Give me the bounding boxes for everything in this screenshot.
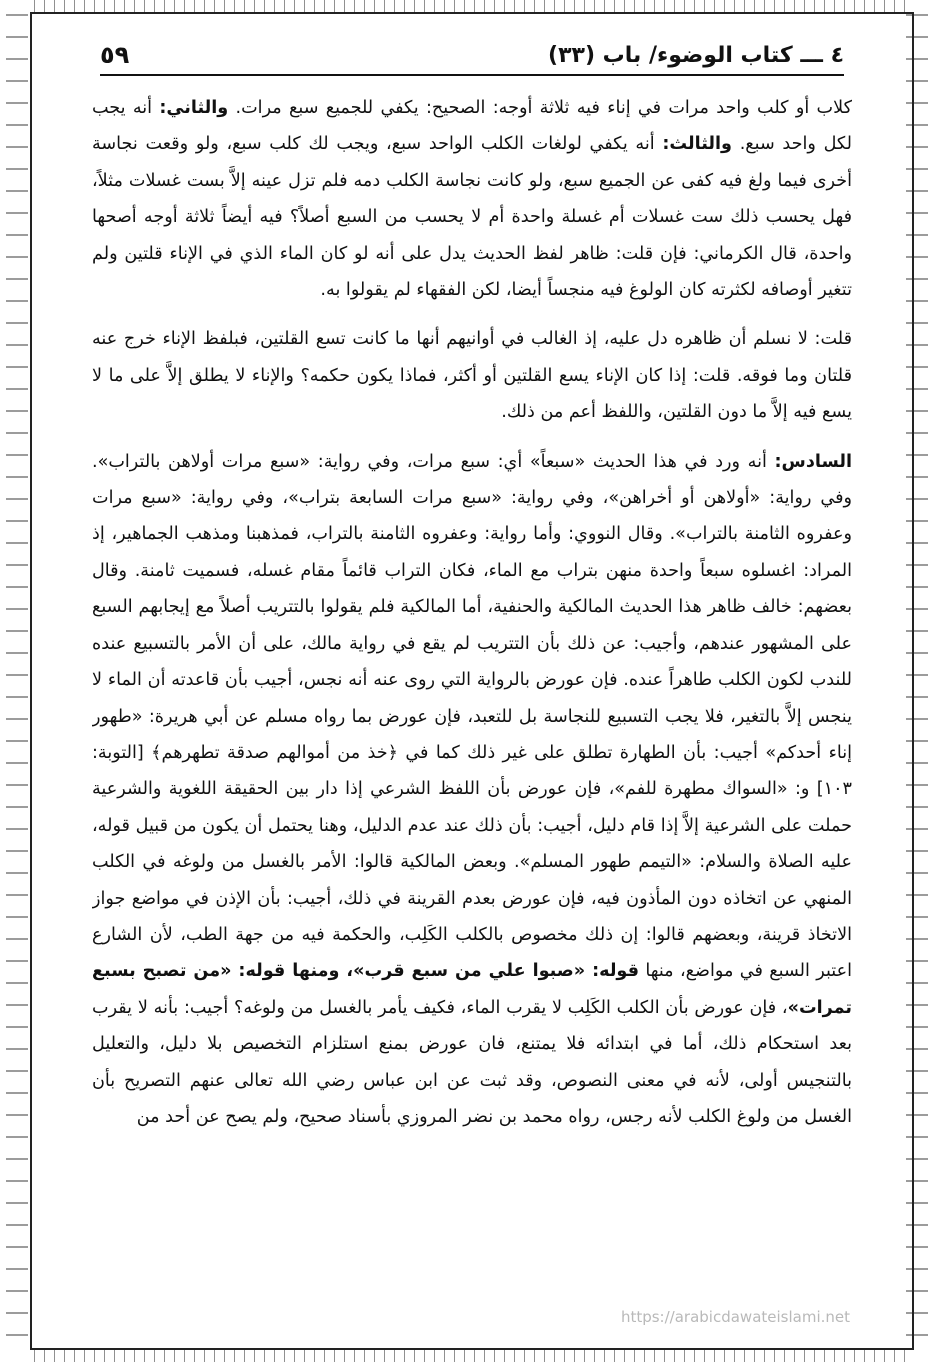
watermark-url: https://arabicdawateislami.net	[620, 1308, 850, 1326]
paragraph-2	[92, 321, 852, 430]
bold-run: السادس:	[774, 451, 852, 472]
page-header	[100, 36, 844, 76]
ornamental-border-bottom	[34, 1348, 910, 1362]
bold-run: والثالث:	[662, 134, 732, 155]
text-run: ، فإن عورض بأن الكلب الكَلِب لا يقرب الماء، فكيف يأمر بالغسل من ولوغه؟ أجيب: بأنه لا يقرب بعد استحكام ذلك، أما في ابتدائه فلا يمتنع، فان عورض بمنع استلزام التخصيص بلا دليل، والتعليل بالتنجيس أولى، لأنه في معنى النصوص، وقد ثبت عن ابن عباس رضي الله تعالى عنهم التصريح بأن الغسل من ولوغ الكلب لأنه رجس، رواه محمد بن نضر المروزي بأسناد صحيح، ولم يصح عن أحد من	[92, 997, 852, 1127]
text-run: أنه ورد في هذا الحديث «سبعاً» أي: سبع مرات، وفي رواية: «سبع مرات أولاهن بالتراب». وفي رواية: «أولاهن أو أخراهن»، وفي رواية: «سبع مرات السابعة بتراب»، وفي رواية: «سبع مرات وعفروه الثامنة بالتراب». وقال النووي: وأما رواية: وعفروه الثامنة بالتراب، فمذهبنا ومذهب الجماهير، إذ المراد: اغسلوه سبعاً واحدة منهن بتراب مع الماء، فكان التراب قائماً مقام غسله، فسميت ثامنة. وقال بعضهم: خالف ظاهر هذا الحديث المالكية والحنفية، أما المالكية فلم يقولوا بالتتريب أصلاً مع إيجابهم السبع على المشهور عندهم، وأجيب: عن ذلك بأن التتريب لم يقع في رواية مالك، على أن الأمر بالتسبيع عنده للندب لكون الكلب طاهراً عنده. فإن عورض بالرواية التي روى عنه أنه نجس، أجيب بأن قاعدته أن الماء لا ينجس إلاَّ بالتغير، فلا يجب التسبيع للنجاسة بل للتعبد، فإن عورض بما رواه مسلم عن أبي هريرة: «طهور إناء أحدكم» أجيب: بأن الطهارة تطلق على غير ذلك كما في ﴿خذ من أموالهم صدقة تطهرهم﴾ [التوبة: ١٠٣] و: «السواك مطهرة للفم»، فإن عورض بأن اللفظ الشرعي إذا دار بين الحقيقة اللغوية والشرعية حملت على الشرعية إلاَّ إذا قام دليل، أجيب: بأن ذلك عند عدم الدليل، وهنا يحتمل أن يكون من قبيل قوله، عليه الصلاة والسلام: «التيمم طهور المسلم». وبعض المالكية قالوا: الأمر بالغسل من ولوغه في الكلب المنهي عن اتخاذه دون المأذون فيه، فإن عورض بعدم القرينة في ذلك، أجيب: بأن الإذن في مواضع جواز الاتخاذ قرينة، وبعضهم قالوا: إن ذلك مخصوص بالكلب الكَلِب، والحكمة فيه من جهة الطب، لأن الشارع اعتبر السبع في مواضع، منها	[92, 451, 852, 982]
bold-run: قوله: «صبوا علي من سبع قرب»، ومنها قوله: «من تصبح بسبع تمرات»	[92, 961, 852, 1018]
text-run: أنه يجب لكل واحد سبع.	[92, 98, 852, 155]
running-head: ٤ ـــ كتاب الوضوء/ باب (٣٣)	[548, 42, 844, 68]
text-run: قلت: لا نسلم أن ظاهره دل عليه، إذ الغالب في أوانيهم أنها ما كانت تسع القلتين، فبلفظ الإناء خرج عنه قلتان وما فوقه. قلت: إذا كان الإناء يسع القلتين أو أكثر، فماذا يكون حكمه؟ والإناء لا يطلق إلاَّ على ما لا يسع فيه إلاَّ ما دون القلتين، واللفظ أعم من ذلك.	[92, 329, 852, 423]
ornamental-border-left	[6, 14, 28, 1348]
page-body	[92, 90, 852, 1318]
paragraph-1	[92, 90, 852, 308]
text-run: كلاب أو كلب واحد مرات في إناء فيه ثلاثة أوجه: الصحيح: يكفي للجميع سبع مرات.	[228, 98, 852, 118]
page-number: ٥٩	[100, 41, 130, 69]
bold-run: والثاني:	[159, 98, 229, 118]
paragraph-3	[92, 444, 852, 1136]
text-run: أنه يكفي لولغات الكلب الواحد سبع، ويجب لك كلب سبع، ولو وقعت نجاسة أخرى فيما ولغ فيه كفى عن الجميع سبع، ولو كانت نجاسة الكلب دمه فلم تزل عينه إلاَّ بست غسلات مثلاً، فهل يحسب ذلك ست غسلات أم غسلة واحدة أم لا يحسب من السبع أصلاً؟ فيه أيضاً ثلاثة أوجه أصحها واحدة، قال الكرماني: فإن قلت: ظاهر لفظ الحديث يدل على أنه لو كان الماء الذي في الإناء قلتين ولم تتغير أوصافه لكثرته كان الولوغ فيه منجساً أيضا، لكن الفقهاء لم يقولوا به.	[92, 134, 852, 301]
